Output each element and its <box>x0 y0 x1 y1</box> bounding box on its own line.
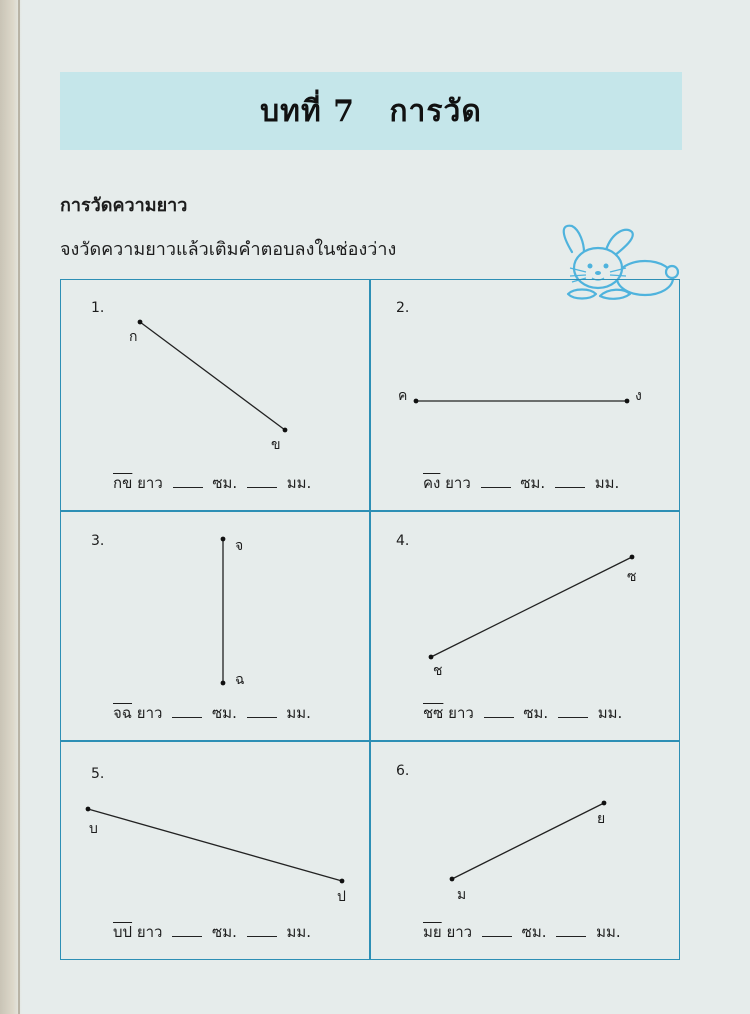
book-gutter-line <box>18 0 20 1014</box>
cm-blank[interactable] <box>482 934 512 937</box>
segment-point <box>340 879 345 884</box>
problem-number: 6. <box>396 763 410 779</box>
problem-number: 2. <box>396 300 410 316</box>
answer-line-3 <box>113 701 311 725</box>
answer-line-2 <box>423 471 619 495</box>
problem-number: 1. <box>91 300 105 316</box>
problem-number: 4. <box>396 533 410 549</box>
mm-unit: มม. <box>286 474 312 492</box>
segment-line-1 <box>140 322 285 430</box>
mm-blank[interactable] <box>555 485 585 488</box>
cm-unit: ซม. <box>212 474 238 492</box>
answer-line-4 <box>423 701 622 725</box>
cm-unit: ซม. <box>212 704 237 722</box>
answer-line-6 <box>423 920 621 944</box>
length-word: ยาว <box>445 474 471 492</box>
cm-unit: ซม. <box>212 923 237 941</box>
mm-unit: มม. <box>597 704 623 722</box>
instruction-text: จงวัดความยาวแล้วเติมคำตอบลงในช่องว่าง <box>60 239 397 260</box>
point-label: ง <box>635 388 642 404</box>
mm-unit: มม. <box>594 474 620 492</box>
problem-number: 5. <box>91 766 105 782</box>
segment-line-4 <box>431 557 632 657</box>
length-word: ยาว <box>137 474 163 492</box>
segment-point <box>602 801 607 806</box>
segment-point <box>630 555 635 560</box>
segment-name: จฉ <box>113 704 133 722</box>
length-word: ยาว <box>136 704 163 722</box>
cm-unit: ซม. <box>521 923 547 941</box>
point-label: ค <box>398 388 408 404</box>
segment-name: คง <box>423 474 441 492</box>
segment-line-6 <box>452 803 604 879</box>
segment-point <box>429 655 434 660</box>
cm-blank[interactable] <box>484 715 514 718</box>
point-label: บ <box>89 821 98 837</box>
length-word: ยาว <box>136 923 163 941</box>
measurement-segments <box>61 280 681 961</box>
cm-blank[interactable] <box>173 485 203 488</box>
segment-point <box>221 537 226 542</box>
length-word: ยาว <box>448 704 474 722</box>
mm-blank[interactable] <box>556 934 586 937</box>
chapter-title-band <box>60 72 682 150</box>
point-label: ย <box>597 811 606 827</box>
cm-unit: ซม. <box>523 704 549 722</box>
length-word: ยาว <box>446 923 473 941</box>
point-label: จ <box>235 538 244 554</box>
point-label: ช <box>433 663 443 679</box>
segment-line-5 <box>88 809 342 881</box>
segment-name: บป <box>113 923 133 941</box>
mm-unit: มม. <box>286 923 311 941</box>
point-label: ซ <box>627 569 637 585</box>
segment-point <box>625 399 630 404</box>
mm-blank[interactable] <box>558 715 588 718</box>
mm-unit: มม. <box>596 923 621 941</box>
segment-name: มย <box>423 923 442 941</box>
cm-unit: ซม. <box>520 474 546 492</box>
segment-name: กข <box>113 474 133 492</box>
segment-point <box>221 681 226 686</box>
point-label: ข <box>271 437 281 453</box>
point-label: ฉ <box>235 672 245 688</box>
cm-blank[interactable] <box>172 934 202 937</box>
cm-blank[interactable] <box>172 715 202 718</box>
section-heading: การวัดความยาว <box>60 195 188 216</box>
exercise-grid <box>60 279 680 960</box>
segment-point <box>138 320 143 325</box>
segment-point <box>450 877 455 882</box>
mm-unit: มม. <box>286 704 311 722</box>
point-label: ก <box>129 329 138 345</box>
mm-blank[interactable] <box>247 934 277 937</box>
point-label: ป <box>337 889 346 905</box>
segment-point <box>283 428 288 433</box>
segment-point <box>86 807 91 812</box>
point-label: ม <box>457 887 467 903</box>
answer-line-5 <box>113 920 311 944</box>
cm-blank[interactable] <box>481 485 511 488</box>
answer-line-1 <box>113 471 311 495</box>
mm-blank[interactable] <box>247 715 277 718</box>
segment-name: ชซ <box>423 704 444 722</box>
problem-number: 3. <box>91 533 105 549</box>
segment-point <box>414 399 419 404</box>
chapter-title: บทที่ 7 การวัด <box>260 93 482 129</box>
mm-blank[interactable] <box>247 485 277 488</box>
